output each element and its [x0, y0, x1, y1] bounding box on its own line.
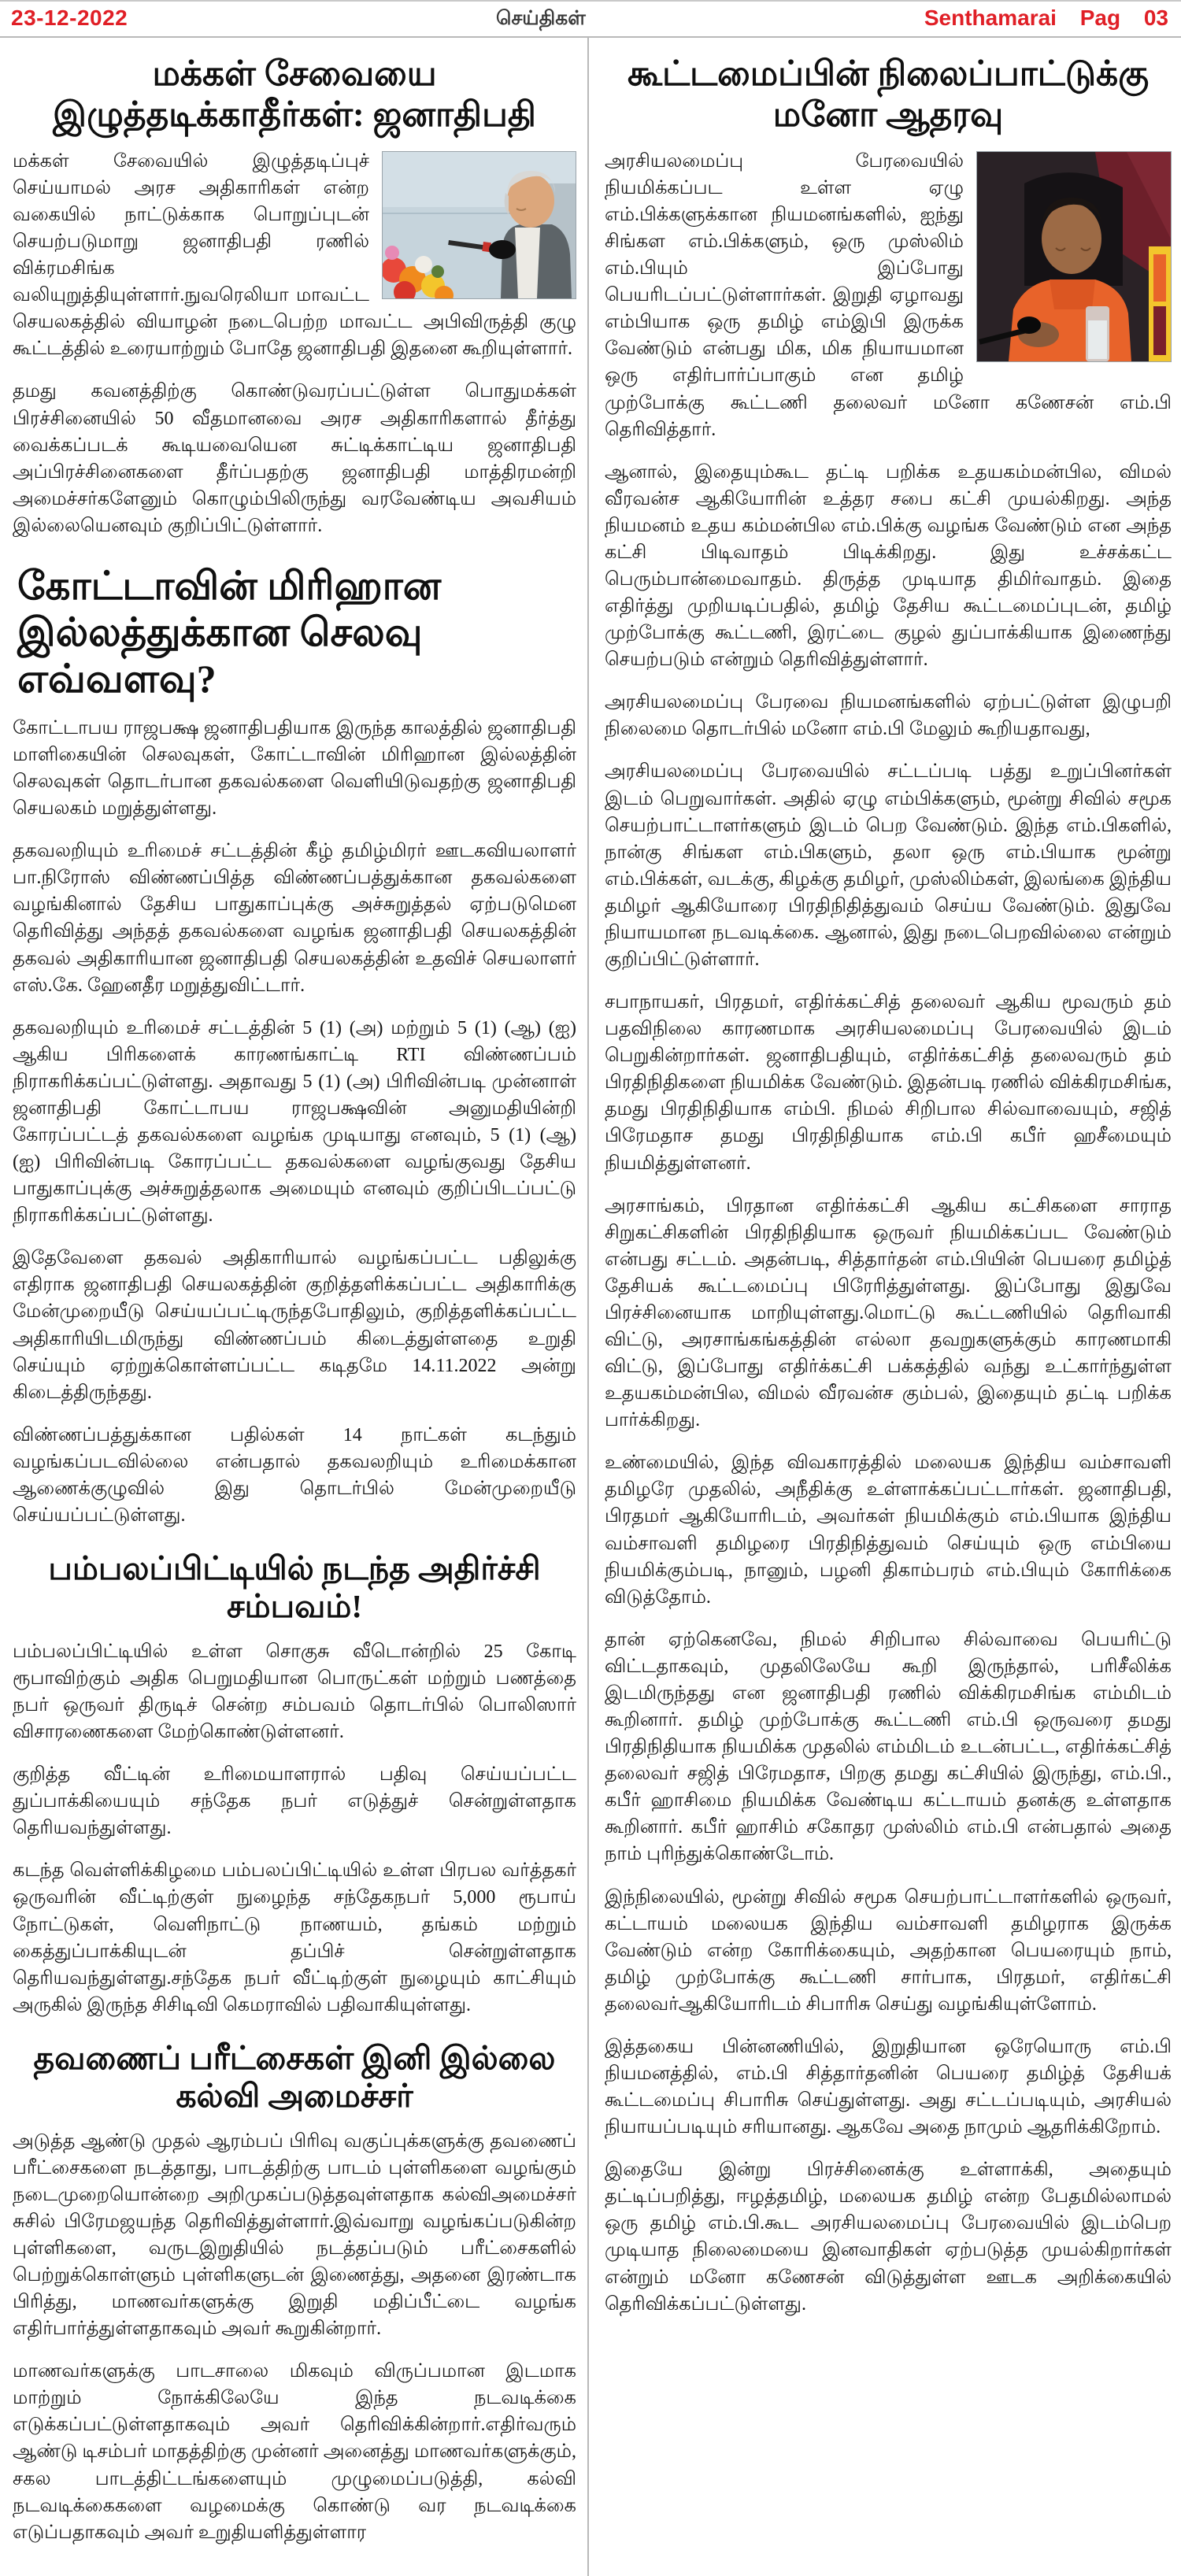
paragraph: இதேவேளை தகவல் அதிகாரியால் வழங்கப்பட்ட பதிலுக்கு எதிராக ஜனாதிபதி செயலகத்தின் குறித்தளிக்கப்பட்ட அதிகாரிக்கு மேன்முறையீடு செய்யப்பட்டிருந்தபோதிலும், குறித்தளிக்கப்பட்ட அதிகாரியிடமிருந்து விண்ணப்பம் கிடைத்துள்ளதை உறுதி செய்யும் ஏற்றுக்கொள்ளப்பட்ட கடிதமே 14.11.2022 அன்று கிடைத்திருந்தது.	[13, 1248, 576, 1403]
article-headline: பம்பலப்பிட்டியில் நடந்த அதிர்ச்சி சம்பவம்!	[48, 1550, 541, 1625]
article-headline: தவணைப் பரீட்சைகள் இனி இல்லை கல்வி அமைச்சர்	[33, 2039, 556, 2115]
president-photo-illustration	[383, 152, 576, 298]
article-headline: கோட்டாவின் மிரிஹான இல்லத்துக்கான செலவு எவ்வளவு?	[17, 563, 442, 701]
article-mano-supports-tna-stand	[605, 54, 1172, 2318]
article-headline: மக்கள் சேவையை இழுத்தடிக்காதீர்கள்: ஜனாதிபதி	[53, 54, 536, 134]
paragraph: சபாநாயகர், பிரதமர், எதிர்க்கட்சித் தலைவர் ஆகிய மூவரும் தம் பதவிநிலை காரணமாக அரசியலமைப்பு பேரவையில் இடம் பெறுகின்றார்கள். ஜனாதிபதியும், எதிர்க்கட்சித் தலைவரும் தம் பிரதிநிதிகளை நியமிக்க வேண்டும். இதன்படி ரணில் விக்கிரமசிங்க, தமது பிரதிநிதியாக எம்பி. நிமல் சிறிபால சில்வாவையும், சஜித் பிரேமதாச தமது பிரதிநிதியாக எம்.பி கபீர் ஹசீமையும் நியமித்துள்ளனர்.	[605, 992, 1172, 1174]
paragraph: கடந்த வெள்ளிக்கிழமை பம்பலப்பிட்டியில் உள்ள பிரபல வர்த்தகர் ஒருவரின் வீட்டிற்குள் நுழைந்த சந்தேகநபர் 5,000 ரூபாய் நோட்டுகள், வெளிநாட்டு நாணயம், தங்கம் மற்றும் கைத்துப்பாக்கியுடன் தப்பிச் சென்றுள்ளதாக தெரியவந்துள்ளது.சந்தேக நபர் வீட்டிற்குள் நுழையும் காட்சியும் அருகில் இருந்த சிசிடிவி கெமராவில் பதிவாகியுள்ளது.	[13, 1860, 576, 2015]
article-gota-mirihana-expense	[13, 563, 576, 1529]
president-ranil-photo	[382, 151, 576, 299]
paragraph: அடுத்த ஆண்டு முதல் ஆரம்பப் பிரிவு வகுப்புக்களுக்கு தவணைப் பரீட்சைகளை நடத்தாது, பாடத்திற்கு பாடம் புள்ளிகளை வழங்கும் நடைமுறையொன்றை அறிமுகப்படுத்தவுள்ளதாக கல்விஅமைச்சர் சுசில் பிரேமஜயந்த தெரிவித்துள்ளார்.இவ்வாறு வழங்கப்படுகின்ற புள்ளிகளை, வருடஇறுதியில் நடத்தப்படும் பரீட்சைகளில் பெற்றுக்கொள்ளும் புள்ளிகளுடன் இணைத்து, அதனை இரண்டாக பிரித்து, மாணவர்களுக்கு இறுதி மதிப்பீட்டை வழங்க எதிர்பார்த்துள்ளதாகவும் அவர் கூறுகின்றார்.	[13, 2130, 576, 2340]
paragraph: தமது கவனத்திற்கு கொண்டுவரப்பட்டுள்ள பொதுமக்கள் பிரச்சினையில் 50 வீதமானவை அரச அதிகாரிகளால் தீர்த்து வைக்கப்படக் கூடியவையென சுட்டிக்காட்டிய ஜனாதிபதி அப்பிரச்சினைகளை தீர்ப்பதற்கு ஜனாதிபதி மாத்திரமன்றி அமைச்சர்களேனும் கொழும்பிலிருந்து வரவேண்டிய அவசியம் இல்லையெனவும் குறிப்பிட்டுள்ளார்.	[13, 381, 576, 536]
paragraph: இந்நிலையில், மூன்று சிவில் சமூக செயற்பாட்டாளர்களில் ஒருவர், கட்டாயம் மலையக இந்திய வம்சாவளி தமிழராக இருக்க வேண்டும் என்ற கோரிக்கையும், அதற்கான பெயரையும் நாம், தமிழ் முற்போக்கு கூட்டணி சார்பாக, பிரதமர், எதிர்கட்சி தலைவர்ஆகியோரிடம் சிபாரிசு செய்து வழங்கியுள்ளோம்.	[605, 1886, 1172, 2015]
paragraph: அரசாங்கம், பிரதான எதிர்க்கட்சி ஆகிய கட்சிகளை சாராத சிறுகட்சிகளின் பிரதிநிதியாக ஒருவர் நியமிக்கப்பட வேண்டும் என்பது சட்டம். அதன்படி, சித்தார்தன் எம்.பியின் பெயரை தமிழ்த் தேசியக் கூட்டமைப்பு பிரேரித்துள்ளது. இப்போது இதுவே பிரச்சினையாக மாறியுள்ளது.மொட்டு கூட்டணியில் தெரிவாகி விட்டு, அரசாங்கங்கத்தின் எல்லா தவறுகளுக்கும் காரணமாகி விட்டு, இப்போது எதிர்க்கட்சி பக்கத்தில் வந்து உட்கார்ந்துள்ள உதயகம்மன்பில, விமல் வீரவன்ச கும்பல், இதையும் தட்டி பறிக்க பார்க்கிறது.	[605, 1195, 1172, 1431]
water-glass-icon	[1086, 306, 1109, 361]
article-term-exams-education-minister	[13, 2039, 576, 2546]
header-brand-page-number: Senthamarai Pag 03	[924, 6, 1168, 30]
paragraph: இதையே இன்று பிரச்சினைக்கு உள்ளாக்கி, அதையும் தட்டிப்பறித்து, ஈழத்தமிழ், மலையக தமிழ் என்ற பேதமில்லாமல் ஒரு தமிழ் எம்.பி.கூட அரசியலமைப்பு பேரவையில் இடம்பெற முடியாத நிலைமையை இனவாதிகள் ஏற்படுத்த முயல்கிறார்கள் என்றும் மனோ கணேசன் விடுத்துள்ள ஊடக அறிக்கையில் தெரிவிக்கப்பட்டுள்ளது.	[605, 2160, 1172, 2315]
left-column	[0, 38, 589, 2576]
mano-photo-illustration	[977, 152, 1171, 361]
paragraph: குறித்த வீட்டின் உரிமையாளரால் பதிவு செய்யப்பட்ட துப்பாக்கியையும் சந்தேக நபர் எடுத்துச் சென்றுள்ளதாக தெரியவந்துள்ளது.	[13, 1764, 576, 1839]
paragraph: அரசியலமைப்பு பேரவை நியமனங்களில் ஏற்பட்டுள்ள இழுபறி நிலைமை தொடர்பில் மனோ எம்.பி மேலும் கூறியதாவது,	[605, 692, 1172, 740]
paragraph: இத்தகைய பின்னணியில், இறுதியான ஒரேயொரு எம்.பி நியமனத்தில், எம்.பி சித்தார்தனின் பெயரை தமிழ்த் தேசியக் கூட்டமைப்பு சிபாரிசு செய்துள்ளது. அது சட்டப்படியும், அரசியல் நியாயப்படியும் சரியானது. ஆகவே அதை நாமும் ஆதரிக்கிறோம்.	[605, 2036, 1172, 2138]
paragraph: தான் ஏற்கெனவே, நிமல் சிறிபால சில்வாவை பெயரிட்டு விட்டதாகவும், முதலிலேயே கூறி இருந்தால், பரிசீலிக்க இடமிருந்தது என ஜனாதிபதி ரணில் விக்கிரமசிங்க எம்மிடம் கூறினார். தமிழ் முற்போக்கு கூட்டணி எம்.பி ஒருவரை தமது பிரதிநிதியாக நியமிக்க முதலில் எம்மிடம் உடன்பட்ட, எதிர்க்கட்சித் தலைவர் சஜித் பிரேமதாச, பிறகு தமது கட்சியில் இருந்து, எம்.பி., கபீர் ஹாசிமை நியமிக்க வேண்டிய கட்டாயம் தனக்கு உள்ளதாக கூறினார். கபீர் ஹாசிம் சகோதர முஸ்லிம் எம்.பி என்பதால் அதை நாம் புரிந்துக்கொண்டோம்.	[605, 1629, 1172, 1865]
paragraph: உண்மையில், இந்த விவகாரத்தில் மலையக இந்திய வம்சாவளி தமிழரே முதலில், அநீதிக்கு உள்ளாக்கப்பட்டார்கள். ஜனாதிபதி, பிரதமர் ஆகியோரிடம், அவர்கள் நியமிக்கும் எம்.பியாக இந்திய வம்சாவளி தமிழரை பிரதிநித்துவம் செய்யும் ஒரு எம்பியை நியமிக்கும்படி, நானும், பழனி திகாம்பரம் எம்.பியும் கோரிக்கை விடுத்தோம்.	[605, 1453, 1172, 1608]
sri-lanka-flag	[1149, 246, 1171, 361]
article-president-public-service	[13, 54, 576, 539]
paragraph: மாணவர்களுக்கு பாடசாலை மிகவும் விருப்பமான இடமாக மாற்றும் நோக்கிலேயே இந்த நடவடிக்கை எடுக்கப்பட்டுள்ளதாகவும் அவர் தெரிவிக்கின்றார்.எதிர்வரும் ஆண்டு டிசம்பர் மாதத்திற்கு முன்னர் அனைத்து மாணவர்களுக்கும், சகல பாடத்திட்டங்களையும் முழுமைப்படுத்தி, கல்வி நடவடிக்கைகளை வழமைக்கு கொண்டு வர நடவடிக்கை எடுப்பதாகவும் அவர் உறுதியளித்துள்ளார	[13, 2361, 576, 2543]
header-section-title: செய்திகள்	[496, 8, 586, 29]
article-headline: கூட்டமைப்பின் நிலைப்பாட்டுக்கு மனோ ஆதரவு	[627, 54, 1150, 134]
article-body	[13, 148, 576, 539]
paragraph: தகவலறியும் உரிமைச் சட்டத்தின் கீழ் தமிழ்மிரர் ஊடகவியலாளர் பா.நிரோஸ் விண்ணப்பித்த விண்ணப்பத்துக்கான தகவல்களை வழங்கினால் தேசிய பாதுகாப்புக்கு அச்சுறுத்தல் ஏற்படுமென தெரிவித்து அந்தத் தகவல்களை வழங்க ஜனாதிபதி செயலகத்தின் தகவல் அதிகாரியான ஜனாதிபதி செயலகத்தின் உதவிச் செயலாளர் எஸ்.கே. ஹேனதீர மறுத்துவிட்டார்.	[13, 841, 576, 996]
paragraph: பம்பலப்பிட்டியில் உள்ள சொகுசு வீடொன்றில் 25 கோடி ரூபாவிற்கும் அதிக பெறுமதியான பொருட்கள் மற்றும் பணத்தை நபர் ஒருவர் திருடிச் சென்ற சம்பவம் தொடர்பில் பொலிஸார் விசாரணைகளை மேற்கொண்டுள்ளனர்.	[13, 1641, 577, 1743]
paragraph: அரசியலமைப்பு பேரவையில் சட்டப்படி பத்து உறுப்பினர்கள் இடம் பெறுவார்கள். அதில் ஏழு எம்பிக்களும், மூன்று சிவில் சமூக செயற்பாட்டாளர்களும் இடம் பெற வேண்டும். இந்த எம்.பிகளில், நான்கு சிங்கள எம்.பிகளும், தலா ஒரு எம்.பியாக மூன்று எம்.பிக்கள், வடக்கு, கிழக்கு தமிழர், முஸ்லிம்கள், இலங்கை இந்திய தமிழர் ஆகியோரை பிரதிநிதித்துவம் செய்ய வேண்டும். இதுவே நியாயமான நடவடிக்கை. ஆனால், இது நடைபெறவில்லை என்றும் குறிப்பிட்டுள்ளார்.	[605, 761, 1172, 970]
mano-ganesan-photo	[976, 151, 1172, 362]
right-column	[589, 38, 1181, 2576]
paragraph: கோட்டாபய ராஜபக்ஷ ஜனாதிபதியாக இருந்த காலத்தில் ஜனாதிபதி மாளிகையின் செலவுகள், கோட்டாவின் மிரிஹான இல்லத்தின் செலவுகள் தொடர்பான தகவல்களை வெளியிடுவதற்கு ஜனாதிபதி செயலகம் மறுத்துள்ளது.	[13, 717, 576, 820]
article-bambalapitiya-incident	[13, 1549, 576, 2019]
paragraph: மக்கள் சேவையில் இழுத்தடிப்புச் செய்யாமல் அரச அதிகாரிகள் என்ற வகையில் நாட்டுக்காக பொறுப்புடன் செயற்படுமாறு ஜனாதிபதி ரணில் விக்ரமசிங்க வலியுறுத்தியுள்ளார்.நுவரெலியா மாவட்ட செயலகத்தில் வியாழன் நடைபெற்ற மாவட்ட அபிவிருத்தி குழு கூட்டத்தில் உரையாற்றும் போதே ஜனாதிபதி இதனை கூறியுள்ளார்.	[13, 150, 576, 360]
two-column-layout	[0, 38, 1181, 2576]
article-body	[605, 148, 1172, 2318]
paragraph: அரசியலமைப்பு பேரவையில் நியமிக்கப்பட உள்ள ஏழு எம்.பிக்களுக்கான நியமனங்களில், ஐந்து சிங்கள எம்.பிக்களும், ஒரு முஸ்லிம் எம்.பியும் இப்போது பெயரிடப்பட்டுள்ளார்கள். இறுதி ஏழாவது எம்பியாக ஒரு தமிழ் எம்இபி இருக்க வேண்டும் என்பது மிக, மிக நியாயமான ஒரு எதிர்பார்ப்பாகும் என தமிழ் முற்போக்கு கூட்டணி தலைவர் மனோ கணேசன் எம்.பி தெரிவித்தார்.	[605, 150, 1172, 440]
paragraph: தகவலறியும் உரிமைச் சட்டத்தின் 5 (1) (அ) மற்றும் 5 (1) (ஆ) (ஐ) ஆகிய பிரிகளைக் காரணங்காட்டி RTI விண்ணப்பம் நிராகரிக்கப்பட்டுள்ளது. அதாவது 5 (1) (அ) பிரிவின்படி முன்னாள் ஜனாதிபதி கோட்டாபய ராஜபக்ஷவின் அனுமதியின்றி கோரப்பட்டத் தகவல்களை வழங்க முடியாது எனவும், 5 (1) (ஆ) (ஐ) பிரிவின்படி கோரப்பட்ட தகவல்களை வழங்குவது தேசிய பாதுகாப்புக்கு அச்சுறுத்தலாக அமையும் எனவும் குறிப்பிடப்பட்டு நிராகரிக்கப்பட்டுள்ளது.	[13, 1017, 576, 1227]
header-date: 23-12-2022	[11, 6, 128, 30]
paragraph: ஆனால், இதையும்கூட தட்டி பறிக்க உதயகம்மன்பில, விமல் வீரவன்ச ஆகியோரின் உத்தர சபை கட்சி முயல்கிறது. அந்த நியமனம் உதய கம்மன்பில எம்.பிக்கு வழங்க வேண்டும் என அந்த கட்சி பிடிவாதம் பிடிக்கிறது. இது உச்சக்கட்ட பெரும்பான்மைவாதம். திருத்த முடியாத திமிர்வாதம். இதை எதிர்த்து முறியடிப்பதில், தமிழ் தேசிய கூட்டமைப்புடன், தமிழ் முற்போக்கு கூட்டணி, இரட்டை குழல் துப்பாக்கியாக இணைந்து செயற்படும் என்றும் தெரிவித்துள்ளார்.	[605, 461, 1172, 671]
paragraph: விண்ணப்பத்துக்கான பதில்கள் 14 நாட்கள் கடந்தும் வழங்கப்படவில்லை என்பதால் தகவலறியும் உரிமைக்கான ஆணைக்குழுவில் இது தொடர்பில் மேன்முறையீடு செய்யப்பட்டுள்ளது.	[13, 1424, 576, 1527]
page-header	[0, 2, 1181, 38]
